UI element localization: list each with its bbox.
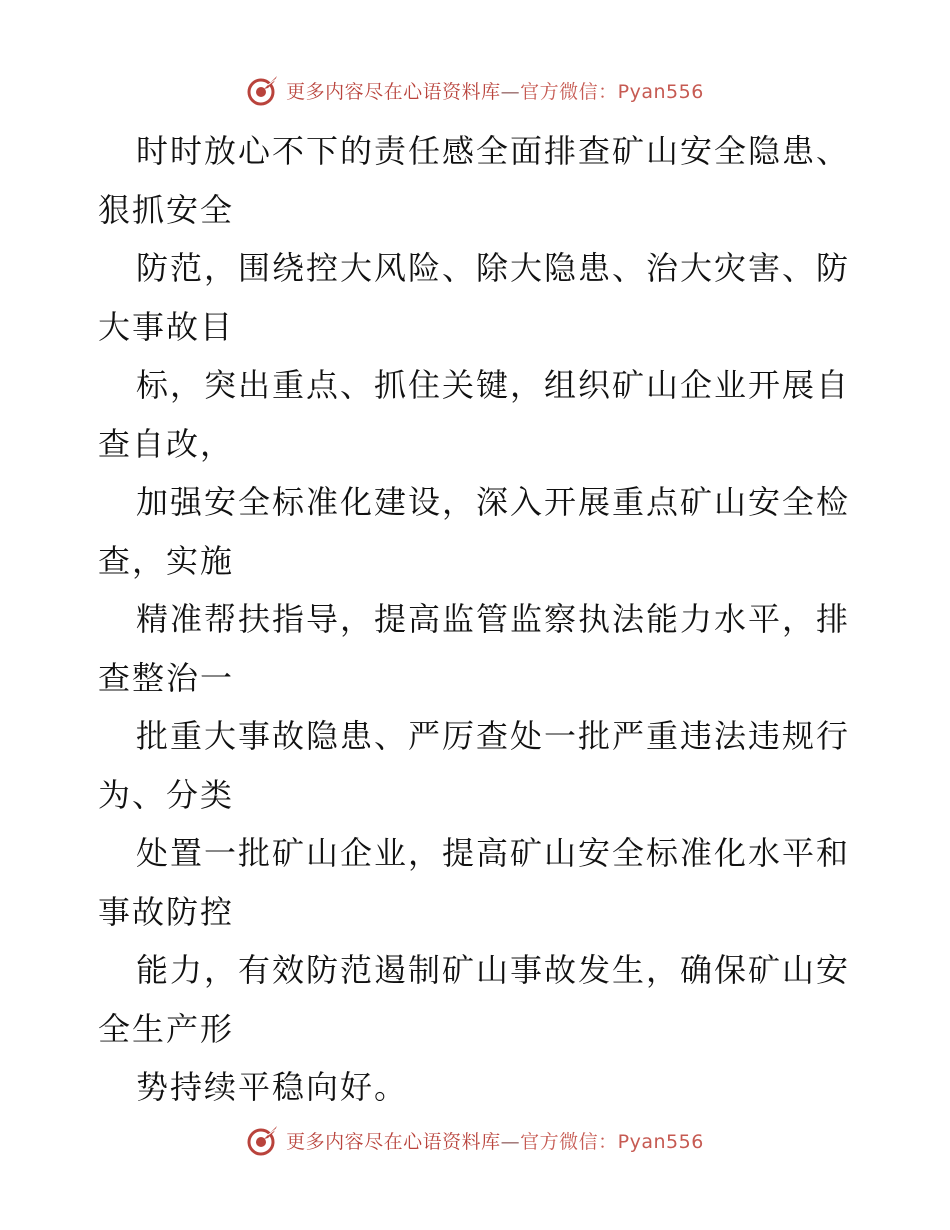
header-watermark [0,70,950,110]
body-line: 精准帮扶指导，提高监管监察执法能力水平，排 [136,600,851,638]
watermark-text [286,1127,704,1154]
body-line: 查，实施 [98,541,235,580]
body-line: 防范，围绕控大风险、除大隐患、治大灾害、防 [136,249,851,287]
body-line: 为、分类 [98,775,235,814]
body-line: 狠抓安全 [98,190,235,229]
document-body [98,122,858,1117]
quill-logo-icon [246,1123,280,1157]
body-line: 查整治一 [98,658,235,697]
watermark-contact: 官方微信：Pyan556 [520,80,704,103]
body-line: 时时放心不下的责任感全面排查矿山安全隐患、 [136,132,851,170]
body-line: 查自改， [98,424,235,463]
body-line: 标，突出重点、抓住关键，组织矿山企业开展自 [136,366,851,404]
watermark-main-text: 更多内容尽在心语资料库 [286,1130,501,1153]
body-line: 批重大事故隐患、严厉查处一批严重违法违规行 [136,717,851,755]
watermark-main-text: 更多内容尽在心语资料库 [286,80,501,103]
watermark-text [286,77,704,104]
body-line: 大事故目 [98,307,235,346]
body-line: 处置一批矿山企业，提高矿山安全标准化水平和 [136,834,851,872]
watermark-separator: — [500,1130,521,1153]
body-line: 加强安全标准化建设，深入开展重点矿山安全检 [136,483,851,521]
footer-watermark [0,1120,950,1160]
body-line: 势持续平稳向好。 [136,1068,409,1106]
watermark-contact: 官方微信：Pyan556 [520,1130,704,1153]
watermark-separator: — [500,80,521,103]
quill-logo-icon [246,73,280,107]
body-line: 能力，有效防范遏制矿山事故发生，确保矿山安 [136,951,851,989]
body-line: 事故防控 [98,892,235,931]
body-line: 全生产形 [98,1009,235,1048]
